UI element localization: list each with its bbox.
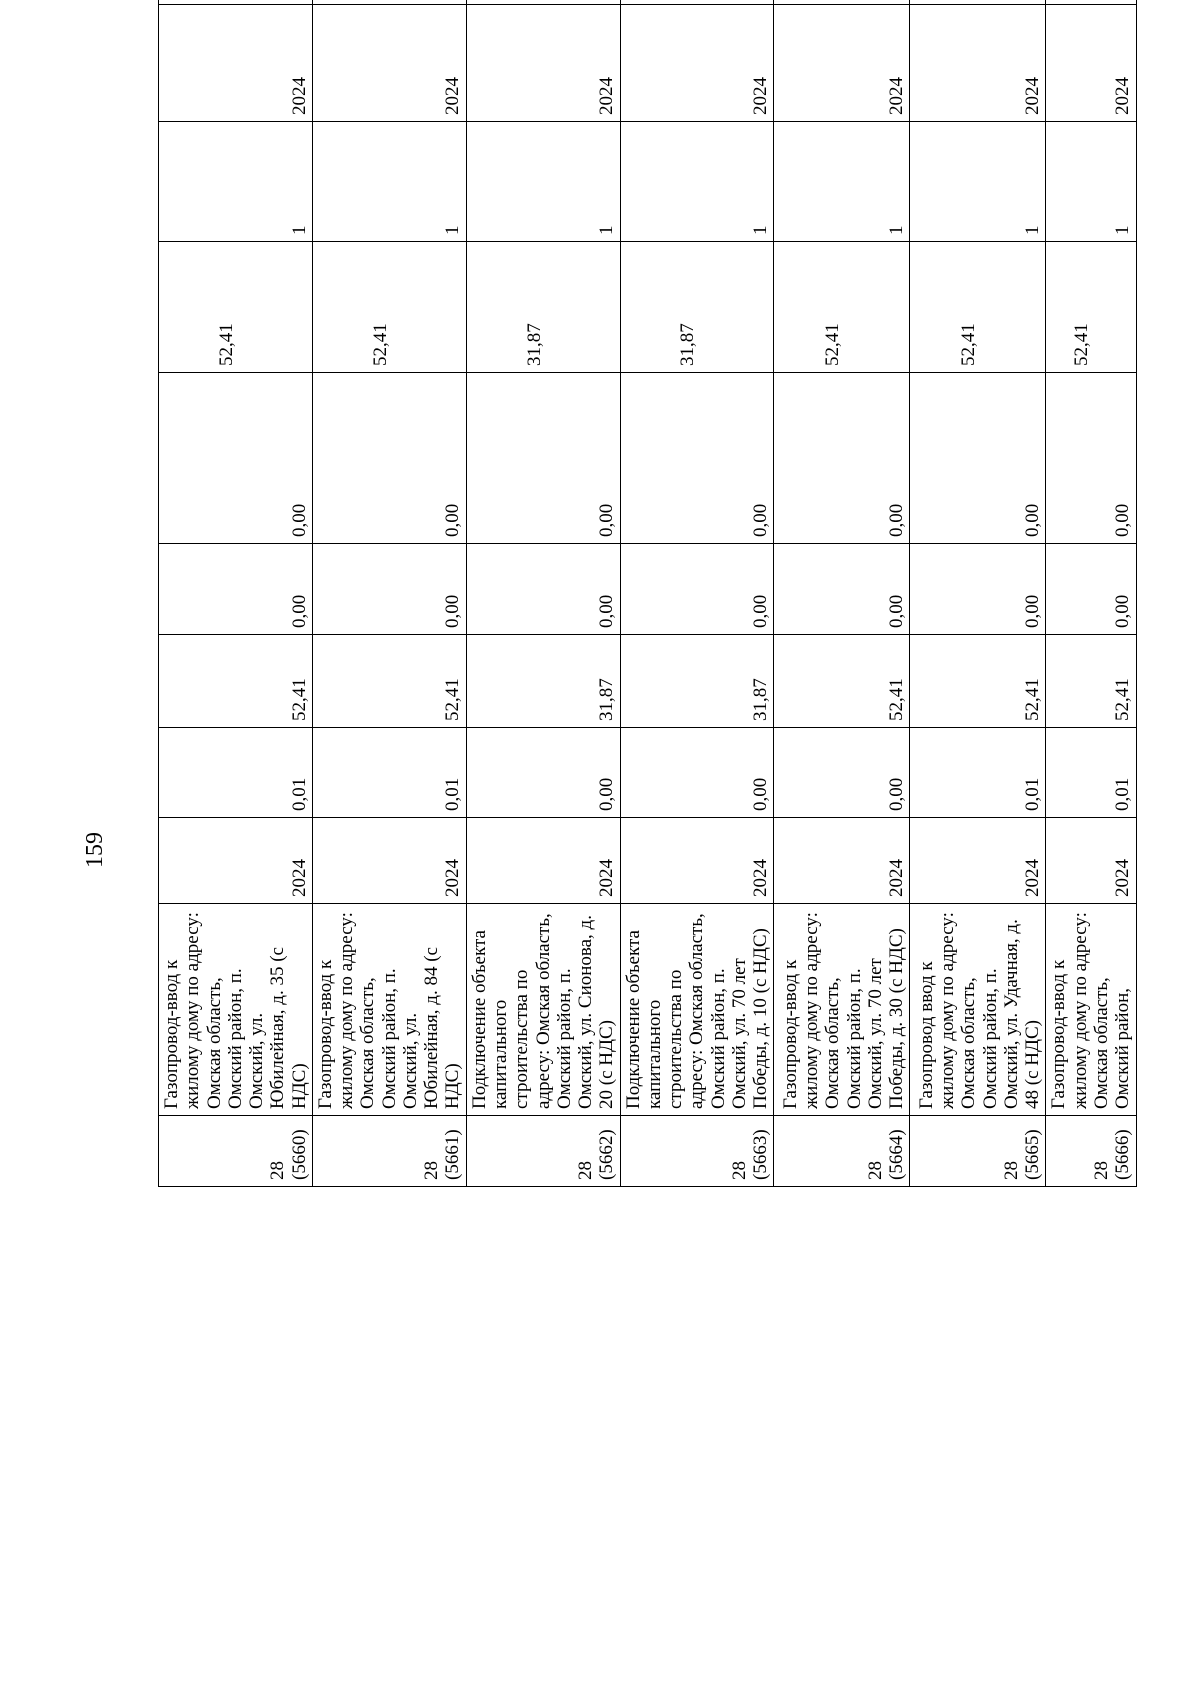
- object-description-cell: Газопровод-ввод к жилому дому по адресу: Омская область, Омский район, п. Омский, ул. 70 лет Победы, д. 30 (с НДС): [774, 904, 910, 1116]
- year-cell: 2024: [466, 818, 620, 904]
- value-cell-4: 0,00: [620, 373, 774, 544]
- value-cell-5: 52,41: [774, 242, 910, 373]
- value-cell-1: 0,01: [1046, 728, 1136, 818]
- start-year-cell: 2024: [466, 5, 620, 122]
- value-cell-4: 0,00: [312, 373, 466, 544]
- value-cell-4: 0,00: [1046, 373, 1136, 544]
- row-number-cell: 28 (5662): [466, 1116, 620, 1187]
- object-description-cell: Подключение объекта капитального строительства по адресу: Омская область, Омский район, п. Омский, ул. 70 лет Победы, д. 10 (с НДС): [620, 904, 774, 1116]
- year-cell: 2024: [620, 818, 774, 904]
- table-row: [312, 0, 466, 1187]
- value-cell-3: 0,00: [159, 544, 313, 635]
- value-cell-5: 52,41: [159, 242, 313, 373]
- value-cell-5: 52,41: [1046, 242, 1136, 373]
- row-number-cell: 28 (5666): [1046, 1116, 1136, 1187]
- value-cell-2: 31,87: [466, 635, 620, 728]
- value-cell-3: 0,00: [910, 544, 1046, 635]
- year-cell: 2024: [1046, 818, 1136, 904]
- start-year-cell: 2024: [159, 5, 313, 122]
- row-number-cell: 28 (5663): [620, 1116, 774, 1187]
- value-cell-4: 0,00: [774, 373, 910, 544]
- value-cell-1: 0,00: [466, 728, 620, 818]
- value-cell-5: 31,87: [466, 242, 620, 373]
- table-body: [159, 0, 1137, 1187]
- object-description-cell: Газопровод ввод к жилому дому по адресу: Омская область, Омский район, п. Омский, ул. Удачная, д. 48 (с НДС): [910, 904, 1046, 1116]
- quantity-cell: 1: [466, 122, 620, 242]
- row-number-cell: 28 (5661): [312, 1116, 466, 1187]
- table-row: [774, 0, 910, 1187]
- value-cell-1: 0,01: [159, 728, 313, 818]
- value-cell-3: 0,00: [1046, 544, 1136, 635]
- end-year-cell: [910, 0, 1046, 5]
- table-row: [1046, 0, 1136, 1187]
- table-row: [620, 0, 774, 1187]
- end-year-cell: [159, 0, 313, 5]
- object-description-cell: Подключение объекта капитального строительства по адресу: Омская область, Омский район, п. Омский, ул. Сионова, д. 20 (с НДС): [466, 904, 620, 1116]
- year-cell: 2024: [910, 818, 1046, 904]
- table-row: [910, 0, 1046, 1187]
- end-year-cell: [1046, 0, 1136, 5]
- value-cell-2: 52,41: [159, 635, 313, 728]
- value-cell-1: 0,01: [910, 728, 1046, 818]
- table-row: [466, 0, 620, 1187]
- value-cell-5: 52,41: [910, 242, 1046, 373]
- end-year-cell: [312, 0, 466, 5]
- start-year-cell: 2024: [620, 5, 774, 122]
- value-cell-2: 52,41: [1046, 635, 1136, 728]
- value-cell-2: 31,87: [620, 635, 774, 728]
- start-year-cell: 2024: [910, 5, 1046, 122]
- start-year-cell: 2024: [1046, 5, 1136, 122]
- quantity-cell: 1: [620, 122, 774, 242]
- value-cell-3: 0,00: [466, 544, 620, 635]
- quantity-cell: 1: [159, 122, 313, 242]
- value-cell-1: 0,01: [312, 728, 466, 818]
- row-number-cell: 28 (5664): [774, 1116, 910, 1187]
- value-cell-1: 0,00: [774, 728, 910, 818]
- value-cell-3: 0,00: [774, 544, 910, 635]
- object-description-cell: Газопровод-ввод к жилому дому по адресу: Омская область, Омский район, п. Омский, ул. Юбилейная, д. 84 (с НДС): [312, 904, 466, 1116]
- value-cell-3: 0,00: [312, 544, 466, 635]
- end-year-cell: [774, 0, 910, 5]
- start-year-cell: 2024: [312, 5, 466, 122]
- row-number-cell: 28 (5660): [159, 1116, 313, 1187]
- value-cell-1: 0,00: [620, 728, 774, 818]
- value-cell-3: 0,00: [620, 544, 774, 635]
- quantity-cell: 1: [1046, 122, 1136, 242]
- value-cell-5: 52,41: [312, 242, 466, 373]
- table-container: [158, 77, 1200, 1180]
- value-cell-4: 0,00: [466, 373, 620, 544]
- value-cell-4: 0,00: [910, 373, 1046, 544]
- object-description-cell: Газопровод-ввод к жилому дому по адресу: Омская область, Омский район,: [1046, 904, 1136, 1116]
- object-description-cell: Газопровод-ввод к жилому дому по адресу: Омская область, Омский район, п. Омский, ул. Юбилейная, д. 35 (с НДС): [159, 904, 313, 1116]
- start-year-cell: 2024: [774, 5, 910, 122]
- year-cell: 2024: [312, 818, 466, 904]
- row-number-cell: 28 (5665): [910, 1116, 1046, 1187]
- investment-table: [158, 0, 1137, 1187]
- quantity-cell: 1: [312, 122, 466, 242]
- value-cell-4: 0,00: [159, 373, 313, 544]
- quantity-cell: 1: [910, 122, 1046, 242]
- page-number: 159: [82, 832, 108, 868]
- end-year-cell: [466, 0, 620, 5]
- value-cell-2: 52,41: [774, 635, 910, 728]
- value-cell-2: 52,41: [910, 635, 1046, 728]
- year-cell: 2024: [159, 818, 313, 904]
- value-cell-2: 52,41: [312, 635, 466, 728]
- value-cell-5: 31,87: [620, 242, 774, 373]
- end-year-cell: [620, 0, 774, 5]
- quantity-cell: 1: [774, 122, 910, 242]
- table-row: [159, 0, 313, 1187]
- year-cell: 2024: [774, 818, 910, 904]
